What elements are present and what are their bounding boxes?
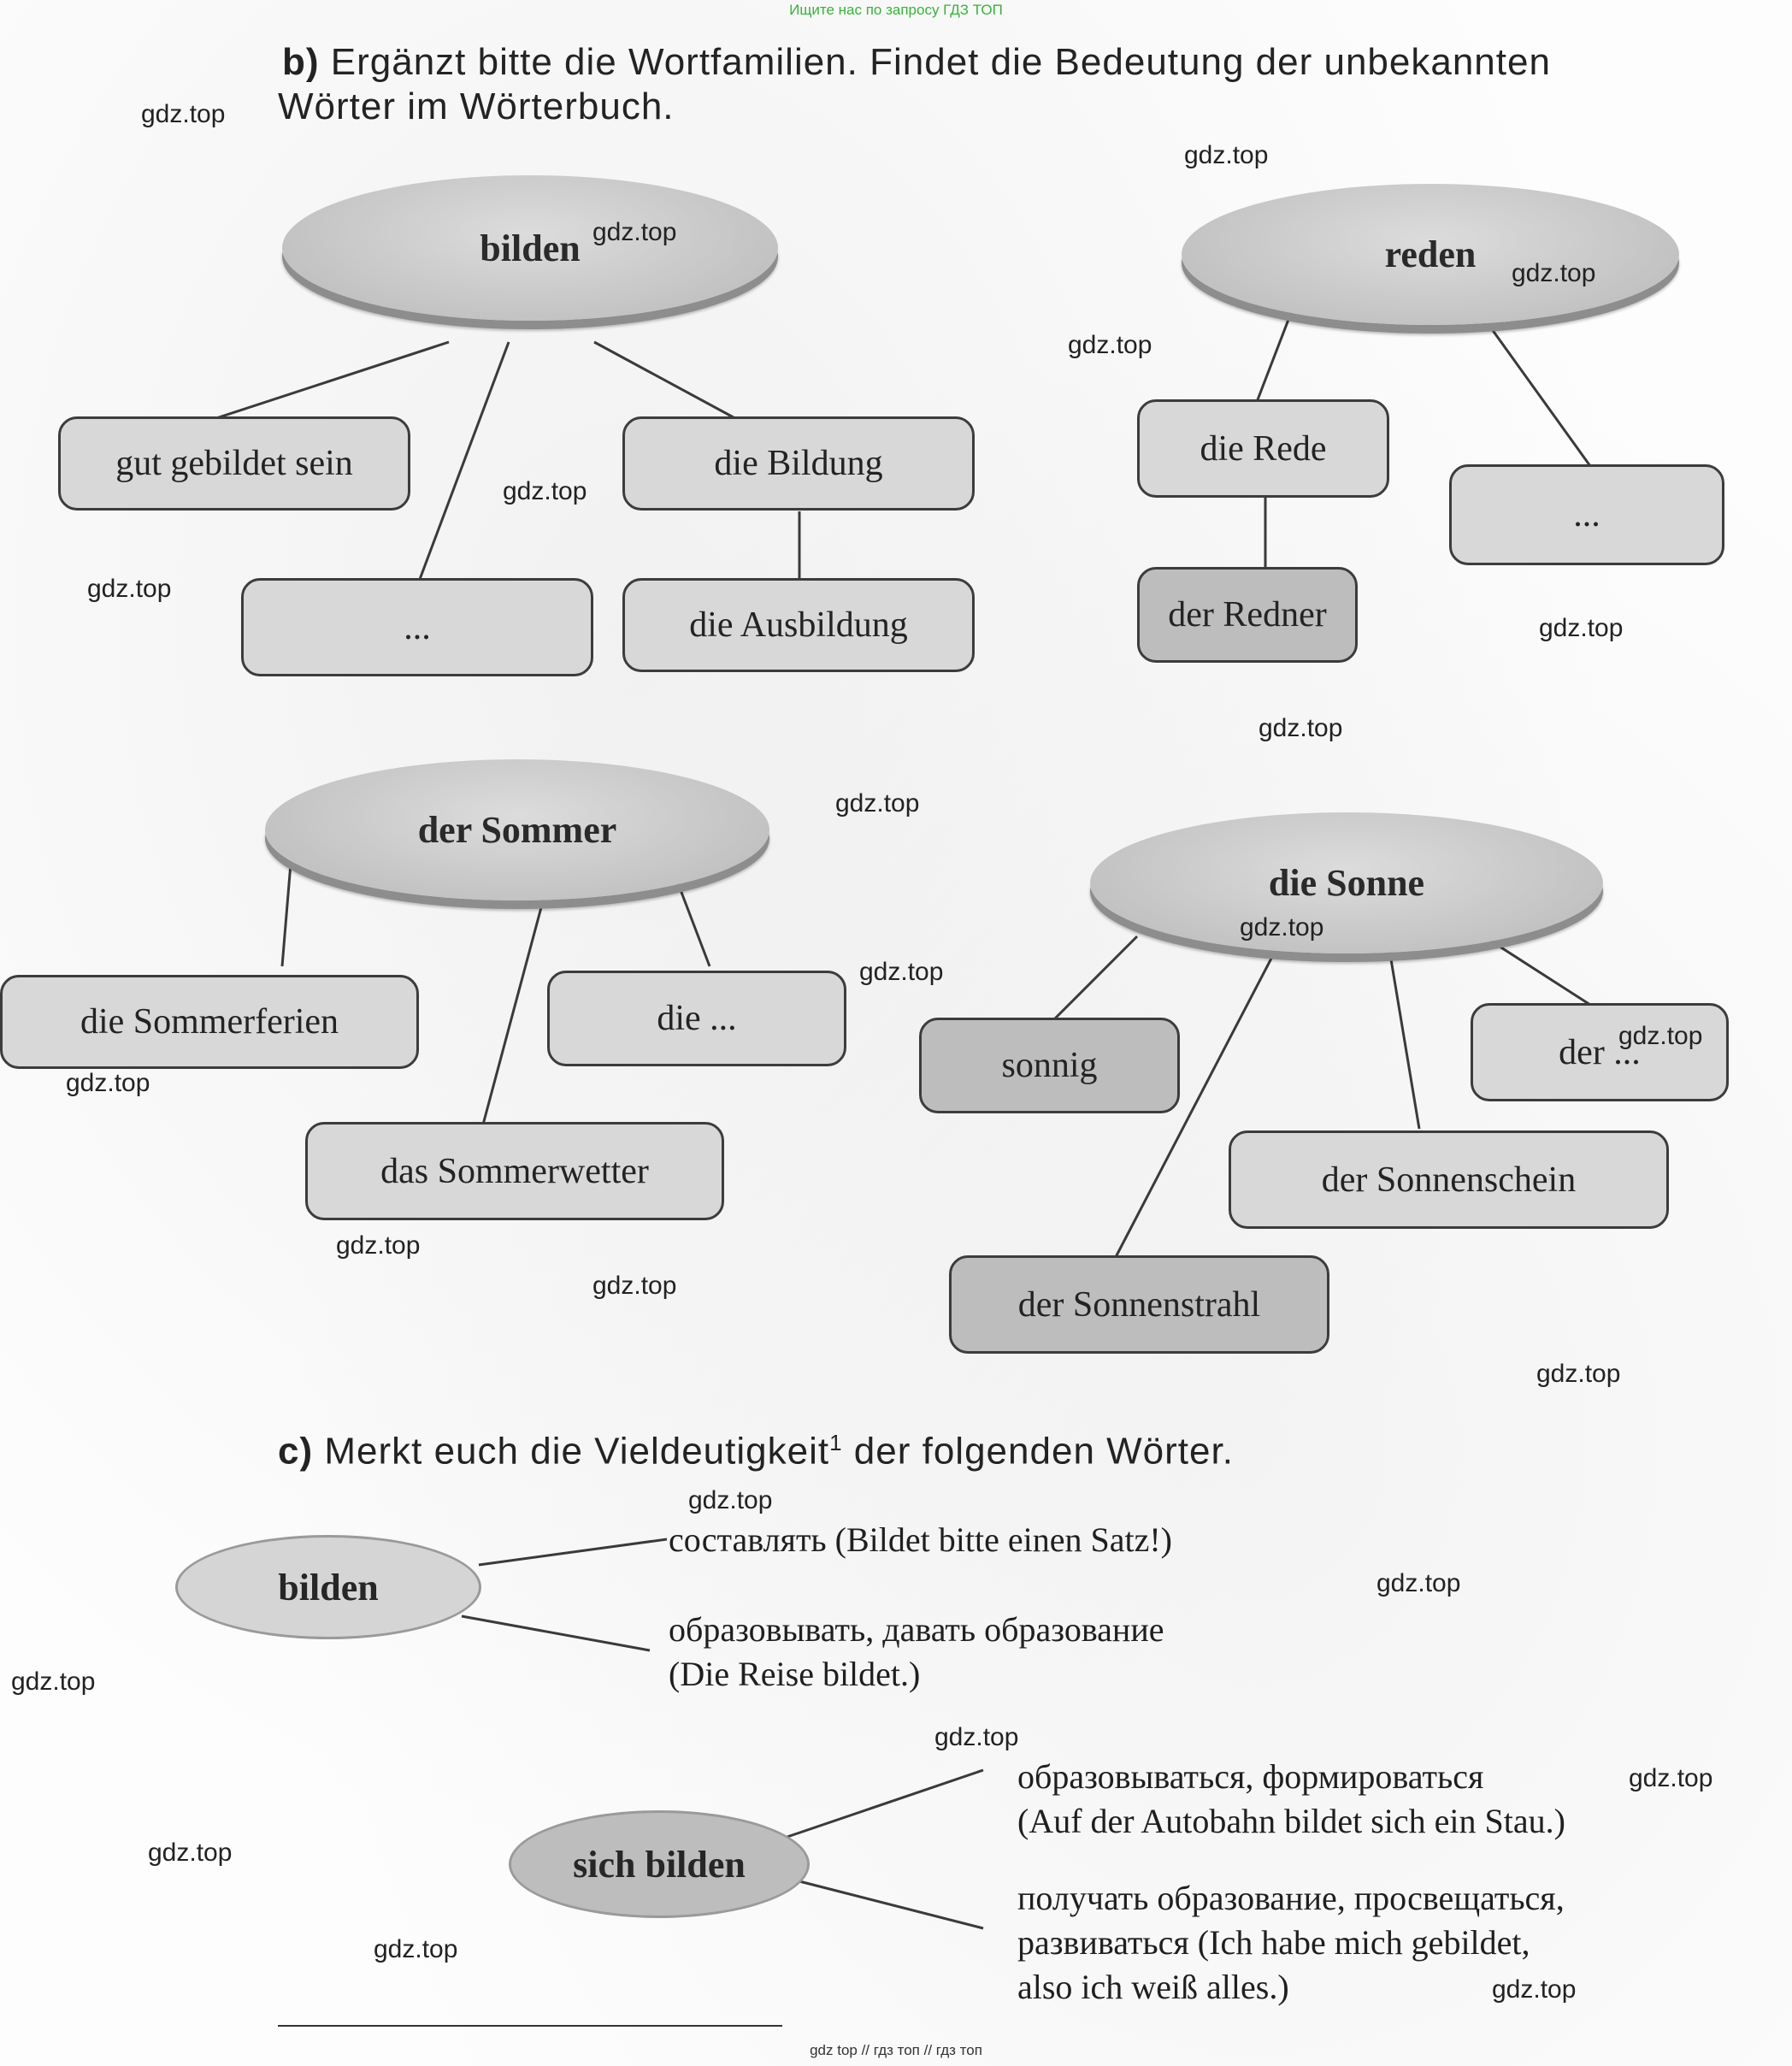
family-item: die Rede	[1137, 399, 1389, 498]
meaning-text: составлять (Bildet bitte einen Satz!)	[669, 1520, 1172, 1559]
watermark: gdz.top	[1068, 331, 1152, 359]
footnote-rule	[278, 2025, 782, 2027]
family-item: der Redner	[1137, 567, 1358, 663]
section-c-heading	[278, 1430, 1234, 1473]
watermark: gdz.top	[592, 1272, 677, 1300]
family-item: sonnig	[919, 1018, 1180, 1113]
watermark: gdz.top	[1536, 1360, 1621, 1388]
meaning-text: получать образование, просвещаться,	[1017, 1879, 1565, 1917]
meaning-text: образовывать, давать образование	[669, 1610, 1164, 1649]
family-head-reden: reden	[1182, 184, 1679, 325]
watermark: gdz.top	[1492, 1975, 1577, 2004]
family-item: die Ausbildung	[622, 578, 975, 672]
watermark: gdz.top	[1184, 141, 1269, 169]
family-item: der Sonnenschein	[1229, 1130, 1669, 1229]
watermark: gdz.top	[934, 1723, 1019, 1751]
watermark: gdz.top	[1539, 614, 1624, 642]
watermark: gdz.top	[11, 1668, 96, 1696]
watermark: gdz.top	[141, 100, 226, 128]
watermark: gdz.top	[374, 1935, 458, 1963]
meaning-text: (Die Reise bildet.)	[669, 1655, 921, 1693]
meaning-text: (Auf der Autobahn bildet sich ein Stau.)	[1017, 1802, 1565, 1840]
family-item-blank: der ...	[1471, 1003, 1729, 1101]
family-item: die Bildung	[622, 416, 975, 511]
watermark: gdz.top	[1512, 259, 1596, 287]
meaning-text: also ich weiß alles.)	[1017, 1968, 1289, 2006]
section-b-marker: b)	[282, 41, 320, 83]
family-head-sonne: die Sonne	[1090, 812, 1603, 953]
meaning-text: образовываться, формироваться	[1017, 1757, 1484, 1796]
watermark: gdz.top	[503, 477, 587, 505]
family-item: die Sommerferien	[0, 975, 419, 1069]
section-c-text: Merkt euch die Vieldeutigkeit	[324, 1430, 830, 1473]
family-head-sommer: der Sommer	[265, 759, 769, 900]
watermark: gdz.top	[1376, 1569, 1461, 1597]
family-item-blank: die ...	[547, 971, 846, 1066]
section-c-marker: c)	[278, 1430, 314, 1473]
watermark: gdz.top	[1629, 1764, 1713, 1792]
footnote-mark: 1	[829, 1430, 843, 1455]
watermark: gdz.top	[336, 1231, 421, 1260]
family-item-blank: ...	[241, 578, 593, 676]
family-item: das Sommerwetter	[305, 1122, 724, 1220]
watermark: gdz.top	[87, 575, 172, 603]
section-b-text: Ergänzt bitte die Wortfamilien. Findet die Bedeutung der unbekannten	[330, 41, 1551, 83]
watermark: gdz.top	[66, 1069, 150, 1097]
meaning-word-sich-bilden: sich bilden	[509, 1810, 810, 1918]
meaning-text: развиваться (Ich habe mich gebildet,	[1017, 1923, 1530, 1962]
watermark: gdz.top	[148, 1839, 233, 1867]
top-banner[interactable]: Ищите нас по запросу ГДЗ ТОП	[789, 2, 1003, 18]
watermark: gdz.top	[1240, 913, 1324, 942]
family-item-blank: ...	[1449, 464, 1724, 565]
section-c-text-end: der folgenden Wörter.	[853, 1430, 1234, 1473]
watermark: gdz.top	[688, 1486, 773, 1514]
family-item: der Sonnenstrahl	[949, 1255, 1329, 1354]
section-b-line2: Wörter im Wörterbuch.	[278, 86, 675, 127]
watermark: gdz.top	[1618, 1022, 1703, 1050]
watermark: gdz.top	[835, 789, 920, 818]
family-item: gut gebildet sein	[58, 416, 410, 511]
meaning-word-bilden: bilden	[175, 1535, 481, 1639]
watermark: gdz.top	[859, 958, 944, 986]
bottom-banner[interactable]: gdz top // гдз топ // гдз топ	[810, 2042, 982, 2058]
watermark: gdz.top	[592, 218, 677, 246]
watermark: gdz.top	[1259, 714, 1343, 742]
family-head-bilden: bilden	[282, 175, 778, 321]
